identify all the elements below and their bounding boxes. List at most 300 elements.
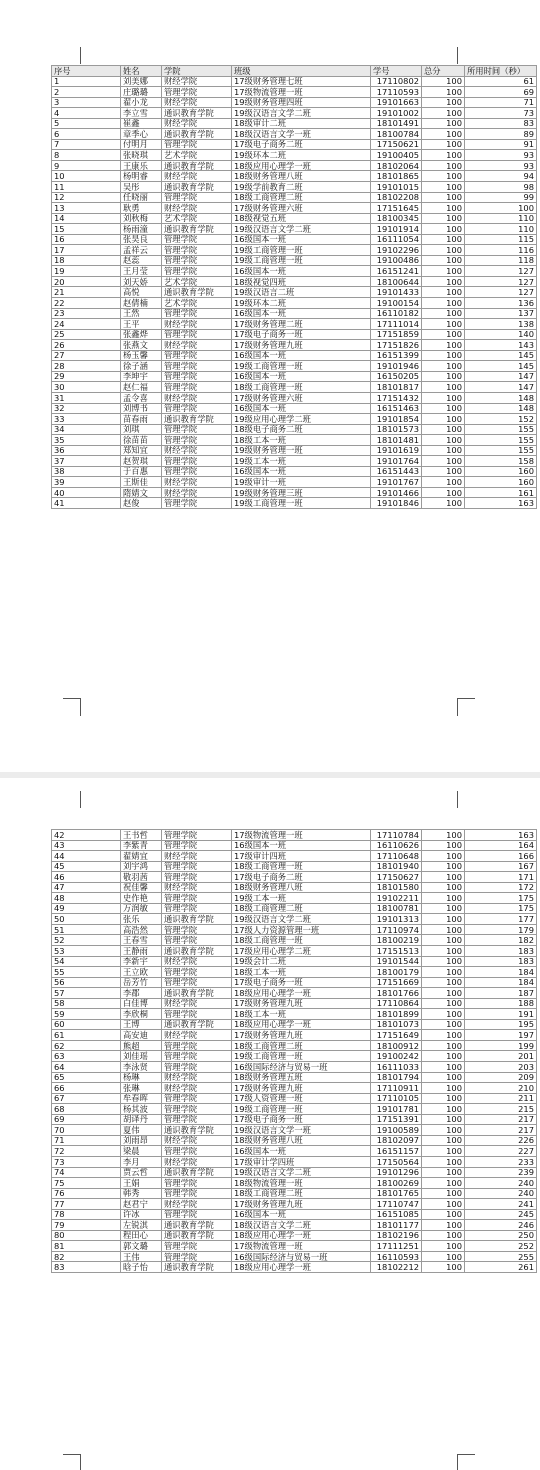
name-cell: 程田心: [121, 1230, 162, 1241]
student-id-cell: 17150564: [371, 1156, 422, 1167]
student-id-cell: 18101940: [371, 861, 422, 872]
student-id-cell: 17151432: [371, 392, 422, 403]
student-id-cell: 16151241: [371, 266, 422, 277]
name-cell: 张晓琪: [121, 150, 162, 161]
table-header-row: [52, 66, 537, 77]
name-cell: 王康乐: [121, 160, 162, 171]
student-id-cell: 18100345: [371, 213, 422, 224]
seq-cell: 25: [52, 329, 121, 340]
seq-cell: 61: [52, 1030, 121, 1041]
table-row: [52, 1125, 537, 1136]
student-id-cell: 17151513: [371, 946, 422, 957]
time-cell: 226: [465, 1135, 537, 1146]
seq-cell: 68: [52, 1104, 121, 1115]
score-cell: 100: [422, 308, 465, 319]
college-cell: 通识教育学院: [162, 1167, 232, 1178]
score-cell: 100: [422, 487, 465, 498]
seq-cell: 20: [52, 276, 121, 287]
student-id-cell: 17111251: [371, 1241, 422, 1252]
time-cell: 188: [465, 998, 537, 1009]
score-cell: 100: [422, 97, 465, 108]
seq-cell: 72: [52, 1146, 121, 1157]
class-cell: 17级财务管理七班: [232, 76, 371, 87]
document-page-2: [0, 778, 540, 1470]
time-cell: 137: [465, 308, 537, 319]
table-row: [52, 1135, 537, 1146]
college-cell: 通识教育学院: [162, 1019, 232, 1030]
table-row: [52, 956, 537, 967]
time-cell: 73: [465, 108, 537, 119]
class-cell: 16级国本一班: [232, 1146, 371, 1157]
student-id-cell: 19101846: [371, 498, 422, 509]
score-cell: 100: [422, 1114, 465, 1125]
table-row: [52, 456, 537, 467]
name-cell: 刘琪: [121, 424, 162, 435]
college-cell: 财经学院: [162, 1083, 232, 1094]
class-cell: 18级应用心理学一班: [232, 1230, 371, 1241]
class-cell: 18级工商管理一班: [232, 935, 371, 946]
student-id-cell: 18101481: [371, 435, 422, 446]
score-cell: 100: [422, 956, 465, 967]
name-cell: 李紫青: [121, 840, 162, 851]
time-cell: 209: [465, 1072, 537, 1083]
student-id-cell: 19100154: [371, 298, 422, 309]
time-cell: 195: [465, 1019, 537, 1030]
table-row: [52, 977, 537, 988]
class-cell: 17级审计学四班: [232, 1156, 371, 1167]
seq-cell: 35: [52, 435, 121, 446]
score-cell: 100: [422, 946, 465, 957]
student-id-cell: 18101491: [371, 118, 422, 129]
seq-cell: 39: [52, 477, 121, 488]
score-cell: 100: [422, 129, 465, 140]
college-cell: 艺术学院: [162, 150, 232, 161]
seq-cell: 1: [52, 76, 121, 87]
class-cell: 17级财务管理六班: [232, 203, 371, 214]
seq-cell: 14: [52, 213, 121, 224]
table-row: [52, 1209, 537, 1220]
time-cell: 182: [465, 935, 537, 946]
class-cell: 19级工商管理一班: [232, 255, 371, 266]
score-cell: 100: [422, 1062, 465, 1073]
time-cell: 217: [465, 1125, 537, 1136]
time-cell: 239: [465, 1167, 537, 1178]
name-cell: 李郡: [121, 988, 162, 999]
score-cell: 100: [422, 1072, 465, 1083]
name-cell: 夏伟: [121, 1125, 162, 1136]
college-cell: 管理学院: [162, 245, 232, 256]
college-cell: 管理学院: [162, 840, 232, 851]
class-cell: 18级工商管理一班: [232, 861, 371, 872]
name-cell: 张琳: [121, 1083, 162, 1094]
table-row: [52, 924, 537, 935]
table-row: [52, 1220, 537, 1231]
name-cell: 杨雨潼: [121, 224, 162, 235]
seq-cell: 23: [52, 308, 121, 319]
college-cell: 管理学院: [162, 1040, 232, 1051]
time-cell: 145: [465, 361, 537, 372]
table-row: [52, 414, 537, 425]
name-cell: 王平: [121, 319, 162, 330]
seq-cell: 45: [52, 861, 121, 872]
time-cell: 140: [465, 329, 537, 340]
college-cell: 通识教育学院: [162, 1125, 232, 1136]
score-cell: 100: [422, 245, 465, 256]
seq-cell: 43: [52, 840, 121, 851]
student-id-cell: 16151157: [371, 1146, 422, 1157]
class-cell: 18级视觉五班: [232, 213, 371, 224]
table-row: [52, 851, 537, 862]
student-id-cell: 18100219: [371, 935, 422, 946]
score-cell: 100: [422, 182, 465, 193]
student-id-cell: 17151649: [371, 1030, 422, 1041]
table-row: [52, 1199, 537, 1210]
score-cell: 100: [422, 1209, 465, 1220]
table-row: [52, 224, 537, 235]
college-cell: 管理学院: [162, 1251, 232, 1262]
student-id-cell: 18101766: [371, 988, 422, 999]
college-cell: 通识教育学院: [162, 1262, 232, 1273]
seq-cell: 81: [52, 1241, 121, 1252]
score-cell: 100: [422, 882, 465, 893]
class-cell: 19级财务管理四班: [232, 97, 371, 108]
college-cell: 财经学院: [162, 1199, 232, 1210]
college-cell: 通识教育学院: [162, 160, 232, 171]
table-row: [52, 872, 537, 883]
name-cell: 张燕文: [121, 340, 162, 351]
college-cell: 管理学院: [162, 255, 232, 266]
class-cell: 18级财务管理八班: [232, 171, 371, 182]
table-row: [52, 882, 537, 893]
table-row: [52, 319, 537, 330]
student-id-cell: 19100486: [371, 255, 422, 266]
class-cell: 18级工本一班: [232, 967, 371, 978]
class-cell: 16级国本一班: [232, 466, 371, 477]
student-id-cell: 16110626: [371, 840, 422, 851]
score-cell: 100: [422, 861, 465, 872]
table-row: [52, 1178, 537, 1189]
table-row: [52, 946, 537, 957]
table-row: [52, 129, 537, 140]
table-row: [52, 840, 537, 851]
student-id-cell: 16151443: [371, 466, 422, 477]
name-cell: 赵俊: [121, 498, 162, 509]
student-id-cell: 17110974: [371, 924, 422, 935]
name-cell: 张鑫烨: [121, 329, 162, 340]
name-cell: 郭文璐: [121, 1241, 162, 1252]
student-id-cell: 19100242: [371, 1051, 422, 1062]
time-cell: 172: [465, 882, 537, 893]
crop-mark: [80, 47, 81, 64]
college-cell: 财经学院: [162, 998, 232, 1009]
name-cell: 吴彤: [121, 182, 162, 193]
college-cell: 管理学院: [162, 1104, 232, 1115]
seq-cell: 36: [52, 445, 121, 456]
name-cell: 王娟: [121, 1178, 162, 1189]
student-id-cell: 19101663: [371, 97, 422, 108]
student-id-cell: 18102064: [371, 160, 422, 171]
college-cell: 管理学院: [162, 234, 232, 245]
time-cell: 217: [465, 1114, 537, 1125]
score-cell: 100: [422, 1104, 465, 1115]
class-cell: 19级工本一班: [232, 456, 371, 467]
class-cell: 19级财务管理一班: [232, 445, 371, 456]
score-cell: 100: [422, 1009, 465, 1020]
table-row: [52, 76, 537, 87]
seq-cell: 4: [52, 108, 121, 119]
college-cell: 财经学院: [162, 340, 232, 351]
table-row: [52, 403, 537, 414]
seq-cell: 40: [52, 487, 121, 498]
score-cell: 100: [422, 87, 465, 98]
name-cell: 敬羽茜: [121, 872, 162, 883]
student-id-cell: 16111054: [371, 234, 422, 245]
name-cell: 李新宇: [121, 956, 162, 967]
time-cell: 127: [465, 276, 537, 287]
time-cell: 148: [465, 392, 537, 403]
student-id-cell: 19101466: [371, 487, 422, 498]
seq-cell: 47: [52, 882, 121, 893]
college-cell: 艺术学院: [162, 276, 232, 287]
class-cell: 17级应用心理学二班: [232, 946, 371, 957]
class-cell: 17级电子商务一班: [232, 1114, 371, 1125]
time-cell: 155: [465, 435, 537, 446]
score-cell: 100: [422, 203, 465, 214]
college-cell: 通识教育学院: [162, 1220, 232, 1231]
time-cell: 147: [465, 371, 537, 382]
seq-cell: 75: [52, 1178, 121, 1189]
college-cell: 管理学院: [162, 424, 232, 435]
name-cell: 刘天娇: [121, 276, 162, 287]
student-id-cell: 18101794: [371, 1072, 422, 1083]
student-id-cell: 17110911: [371, 1083, 422, 1094]
college-cell: 管理学院: [162, 1241, 232, 1252]
seq-cell: 62: [52, 1040, 121, 1051]
score-cell: 100: [422, 150, 465, 161]
student-id-cell: 17151669: [371, 977, 422, 988]
college-cell: 管理学院: [162, 1188, 232, 1199]
table-row: [52, 87, 537, 98]
student-id-cell: 19101433: [371, 287, 422, 298]
name-cell: 高浩然: [121, 924, 162, 935]
table-row: [52, 245, 537, 256]
class-cell: 18级应用心理学一班: [232, 1019, 371, 1030]
college-cell: 管理学院: [162, 1062, 232, 1073]
class-cell: 18级应用心理学一班: [232, 988, 371, 999]
class-cell: 16级国本一班: [232, 234, 371, 245]
table-row: [52, 171, 537, 182]
seq-cell: 31: [52, 392, 121, 403]
name-cell: 王静雨: [121, 946, 162, 957]
college-cell: 管理学院: [162, 361, 232, 372]
student-id-cell: 16150205: [371, 371, 422, 382]
score-cell: 100: [422, 1241, 465, 1252]
class-cell: 19级汉语言文学一班: [232, 1125, 371, 1136]
table-row: [52, 1051, 537, 1062]
student-id-cell: 19101544: [371, 956, 422, 967]
table-row: [52, 287, 537, 298]
class-cell: 18级物流管理一班: [232, 1178, 371, 1189]
seq-cell: 79: [52, 1220, 121, 1231]
score-cell: 100: [422, 1199, 465, 1210]
table-row: [52, 1104, 537, 1115]
score-cell: 100: [422, 392, 465, 403]
score-cell: 100: [422, 1167, 465, 1178]
name-cell: 杨琳: [121, 1072, 162, 1083]
table-row: [52, 340, 537, 351]
name-cell: 刘美娜: [121, 76, 162, 87]
student-id-cell: 18101073: [371, 1019, 422, 1030]
college-cell: 通识教育学院: [162, 1230, 232, 1241]
seq-cell: 78: [52, 1209, 121, 1220]
name-cell: 郑知宜: [121, 445, 162, 456]
college-cell: 管理学院: [162, 456, 232, 467]
name-cell: 徐子涵: [121, 361, 162, 372]
class-cell: 19级应用心理学二班: [232, 414, 371, 425]
table-row: [52, 1262, 537, 1273]
name-cell: 刘秋梅: [121, 213, 162, 224]
time-cell: 99: [465, 192, 537, 203]
time-cell: 250: [465, 1230, 537, 1241]
college-cell: 财经学院: [162, 1030, 232, 1041]
time-cell: 261: [465, 1262, 537, 1273]
crop-mark: [80, 1454, 81, 1470]
score-cell: 100: [422, 329, 465, 340]
class-cell: 18级工商管理二班: [232, 192, 371, 203]
table-row: [52, 903, 537, 914]
class-cell: 18级财务管理五班: [232, 1072, 371, 1083]
score-cell: 100: [422, 1135, 465, 1146]
score-cell: 100: [422, 498, 465, 509]
name-cell: 王春雪: [121, 935, 162, 946]
student-id-cell: 17151826: [371, 340, 422, 351]
score-cell: 100: [422, 914, 465, 925]
name-cell: 高悦: [121, 287, 162, 298]
college-cell: 管理学院: [162, 830, 232, 841]
table-row: [52, 1062, 537, 1073]
student-id-cell: 19102211: [371, 893, 422, 904]
table-row: [52, 1230, 537, 1241]
class-cell: 19级汉语言文学二班: [232, 914, 371, 925]
time-cell: 127: [465, 287, 537, 298]
class-cell: 18级应用心理学一班: [232, 1262, 371, 1273]
time-cell: 160: [465, 466, 537, 477]
class-cell: 19级环本二班: [232, 298, 371, 309]
seq-cell: 28: [52, 361, 121, 372]
table-row: [52, 498, 537, 509]
score-cell: 100: [422, 477, 465, 488]
score-cell: 100: [422, 76, 465, 87]
student-id-cell: 17151391: [371, 1114, 422, 1125]
class-cell: 18级工商管理一班: [232, 382, 371, 393]
results-table-page-1: [51, 65, 537, 509]
seq-cell: 3: [52, 97, 121, 108]
time-cell: 210: [465, 1083, 537, 1094]
time-cell: 187: [465, 988, 537, 999]
time-cell: 98: [465, 182, 537, 193]
table-row: [52, 830, 537, 841]
score-cell: 100: [422, 988, 465, 999]
table-row: [52, 182, 537, 193]
time-cell: 191: [465, 1009, 537, 1020]
class-cell: 17级财务管理九班: [232, 340, 371, 351]
seq-cell: 74: [52, 1167, 121, 1178]
class-cell: 18级工商管理二班: [232, 1188, 371, 1199]
name-cell: 许冰: [121, 1209, 162, 1220]
student-id-cell: 17150627: [371, 872, 422, 883]
class-cell: 19级汉语言二班: [232, 287, 371, 298]
table-row: [52, 350, 537, 361]
class-cell: 17级物流管理一班: [232, 830, 371, 841]
class-cell: 17级审计四班: [232, 851, 371, 862]
table-row: [52, 914, 537, 925]
score-cell: 100: [422, 1019, 465, 1030]
seq-cell: 37: [52, 456, 121, 467]
seq-cell: 7: [52, 139, 121, 150]
seq-cell: 83: [52, 1262, 121, 1273]
student-id-cell: 18101573: [371, 424, 422, 435]
name-cell: 杨玉馨: [121, 350, 162, 361]
score-cell: 100: [422, 118, 465, 129]
table-row: [52, 861, 537, 872]
seq-cell: 17: [52, 245, 121, 256]
seq-cell: 70: [52, 1125, 121, 1136]
score-cell: 100: [422, 287, 465, 298]
name-cell: 耿勇: [121, 203, 162, 214]
time-cell: 184: [465, 977, 537, 988]
crop-mark: [457, 791, 458, 808]
college-cell: 管理学院: [162, 1209, 232, 1220]
class-cell: 18级审计二班: [232, 118, 371, 129]
college-cell: 财经学院: [162, 956, 232, 967]
score-cell: 100: [422, 266, 465, 277]
student-id-cell: 18101899: [371, 1009, 422, 1020]
class-cell: 16级国本一班: [232, 1209, 371, 1220]
header-name: 姓名: [121, 66, 162, 77]
name-cell: 王月莹: [121, 266, 162, 277]
time-cell: 203: [465, 1062, 537, 1073]
student-id-cell: 19101619: [371, 445, 422, 456]
college-cell: 通识教育学院: [162, 287, 232, 298]
score-cell: 100: [422, 456, 465, 467]
college-cell: 管理学院: [162, 861, 232, 872]
class-cell: 18级财务管理八班: [232, 1135, 371, 1146]
student-id-cell: 17151859: [371, 329, 422, 340]
name-cell: 赵蕊: [121, 255, 162, 266]
class-cell: 17级财务管理九班: [232, 1199, 371, 1210]
time-cell: 163: [465, 498, 537, 509]
table-row: [52, 1241, 537, 1252]
seq-cell: 24: [52, 319, 121, 330]
table-row: [52, 1167, 537, 1178]
college-cell: 管理学院: [162, 266, 232, 277]
table-row: [52, 1093, 537, 1104]
score-cell: 100: [422, 903, 465, 914]
student-id-cell: 18102208: [371, 192, 422, 203]
seq-cell: 71: [52, 1135, 121, 1146]
score-cell: 100: [422, 1051, 465, 1062]
table-row: [52, 298, 537, 309]
class-cell: 17级财务管理九班: [232, 1083, 371, 1094]
time-cell: 175: [465, 903, 537, 914]
table-row: [52, 276, 537, 287]
class-cell: 19级工商管理一班: [232, 498, 371, 509]
name-cell: 赵君宁: [121, 1199, 162, 1210]
time-cell: 115: [465, 234, 537, 245]
seq-cell: 44: [52, 851, 121, 862]
name-cell: 李月: [121, 1156, 162, 1167]
student-id-cell: 17110105: [371, 1093, 422, 1104]
